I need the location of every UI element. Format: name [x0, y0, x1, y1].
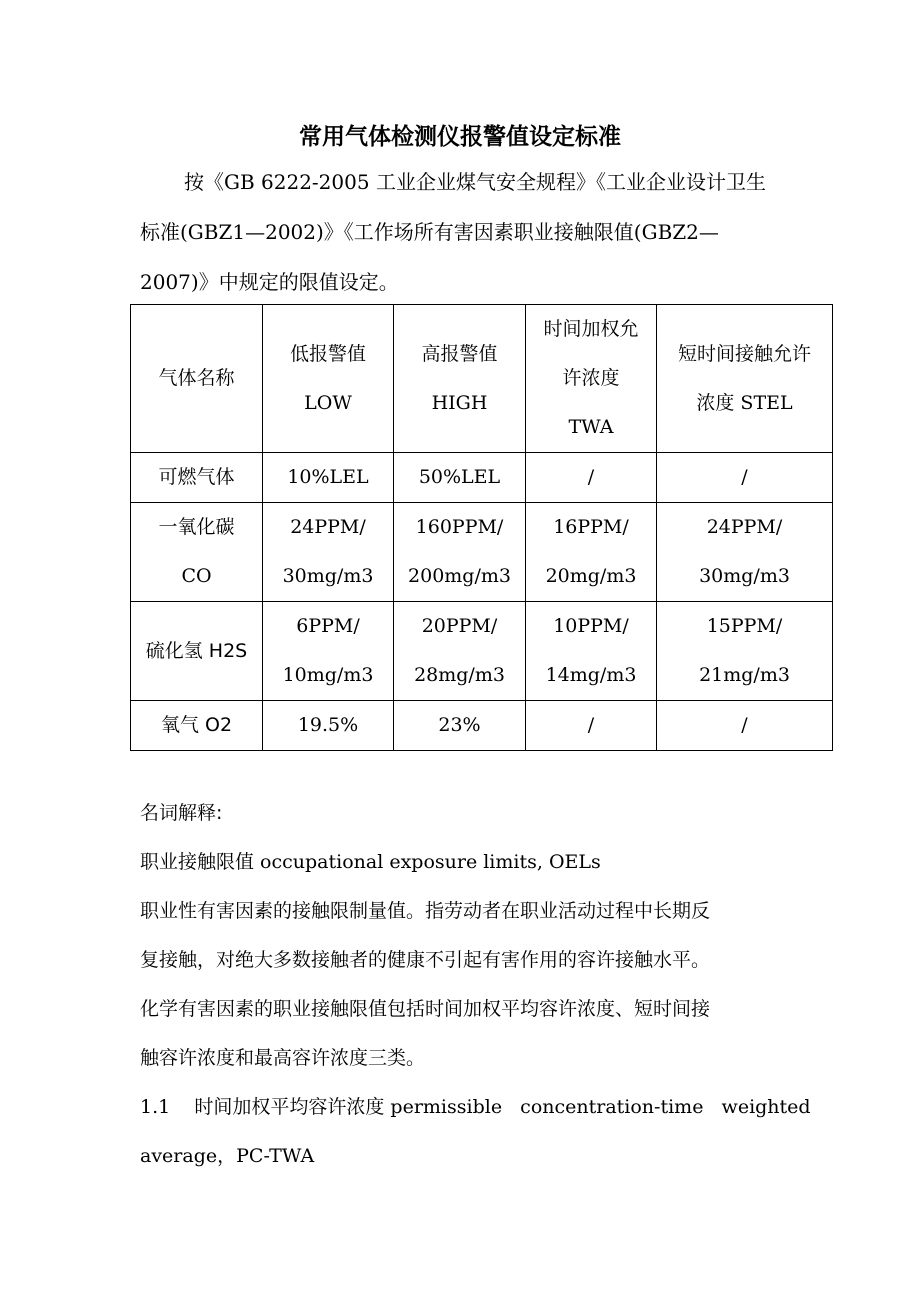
cell-twa: 10PPM/ 14mg/m3: [526, 602, 657, 701]
cell-twa: /: [526, 453, 657, 503]
glossary-section: [140, 789, 811, 1181]
cell-high: 50%LEL: [394, 453, 526, 503]
cell-stel: 24PPM/ 30mg/m3: [657, 503, 833, 602]
cell-stel: /: [657, 453, 833, 503]
intro-paragraph: [140, 157, 800, 307]
cell-high: 20PPM/ 28mg/m3: [394, 602, 526, 701]
table-row: [131, 503, 833, 602]
definition-line: 复接触，对绝大多数接触者的健康不引起有害作用的容许接触水平。: [140, 949, 711, 971]
definition-line: 化学有害因素的职业接触限值包括时间加权平均容许浓度、短时间接: [140, 998, 711, 1020]
cell-high: 23%: [394, 701, 526, 751]
glossary-heading: 名词解释:: [140, 802, 223, 824]
header-high: 高报警值 HIGH: [394, 305, 526, 453]
definition-line: 触容许浓度和最高容许浓度三类。: [140, 1047, 426, 1069]
intro-line-2: 标准(GBZ1—2002)》《工作场所有害因素职业接触限值(GBZ2—: [140, 220, 719, 244]
header-gas-name: 气体名称: [131, 305, 263, 453]
cell-stel: /: [657, 701, 833, 751]
cell-gas-name: 一氧化碳 CO: [131, 503, 263, 602]
cell-gas-name: 氧气 O2: [131, 701, 263, 751]
cell-gas-name: 可燃气体: [131, 453, 263, 503]
section-1-1-heading: 1.1 时间加权平均容许浓度 permissible concentration-time weighted: [140, 1096, 811, 1118]
term-oel: 职业接触限值 occupational exposure limits, OELs: [140, 851, 601, 873]
table-row: [131, 602, 833, 701]
cell-stel: 15PPM/ 21mg/m3: [657, 602, 833, 701]
definition-line: 职业性有害因素的接触限制量值。指劳动者在职业活动过程中长期反: [140, 900, 711, 922]
cell-twa: /: [526, 701, 657, 751]
header-twa: 时间加权允 许浓度 TWA: [526, 305, 657, 453]
table-row: [131, 701, 833, 751]
section-1-1-abbrev: average，PC-TWA: [140, 1145, 315, 1167]
table-header-row: [131, 305, 833, 453]
intro-line-3: 2007)》中规定的限值设定。: [140, 270, 399, 294]
table-row: [131, 453, 833, 503]
intro-line-1: 按《GB 6222-2005 工业企业煤气安全规程》《工业企业设计卫生: [184, 170, 766, 194]
document-title: 常用气体检测仪报警值设定标准: [299, 124, 621, 150]
alarm-standard-table: [130, 304, 833, 751]
cell-low: 10%LEL: [263, 453, 394, 503]
header-stel: 短时间接触允许 浓度 STEL: [657, 305, 833, 453]
cell-low: 19.5%: [263, 701, 394, 751]
cell-low: 24PPM/ 30mg/m3: [263, 503, 394, 602]
cell-gas-name: 硫化氢 H2S: [131, 602, 263, 701]
cell-low: 6PPM/ 10mg/m3: [263, 602, 394, 701]
cell-twa: 16PPM/ 20mg/m3: [526, 503, 657, 602]
cell-high: 160PPM/ 200mg/m3: [394, 503, 526, 602]
header-low: 低报警值 LOW: [263, 305, 394, 453]
